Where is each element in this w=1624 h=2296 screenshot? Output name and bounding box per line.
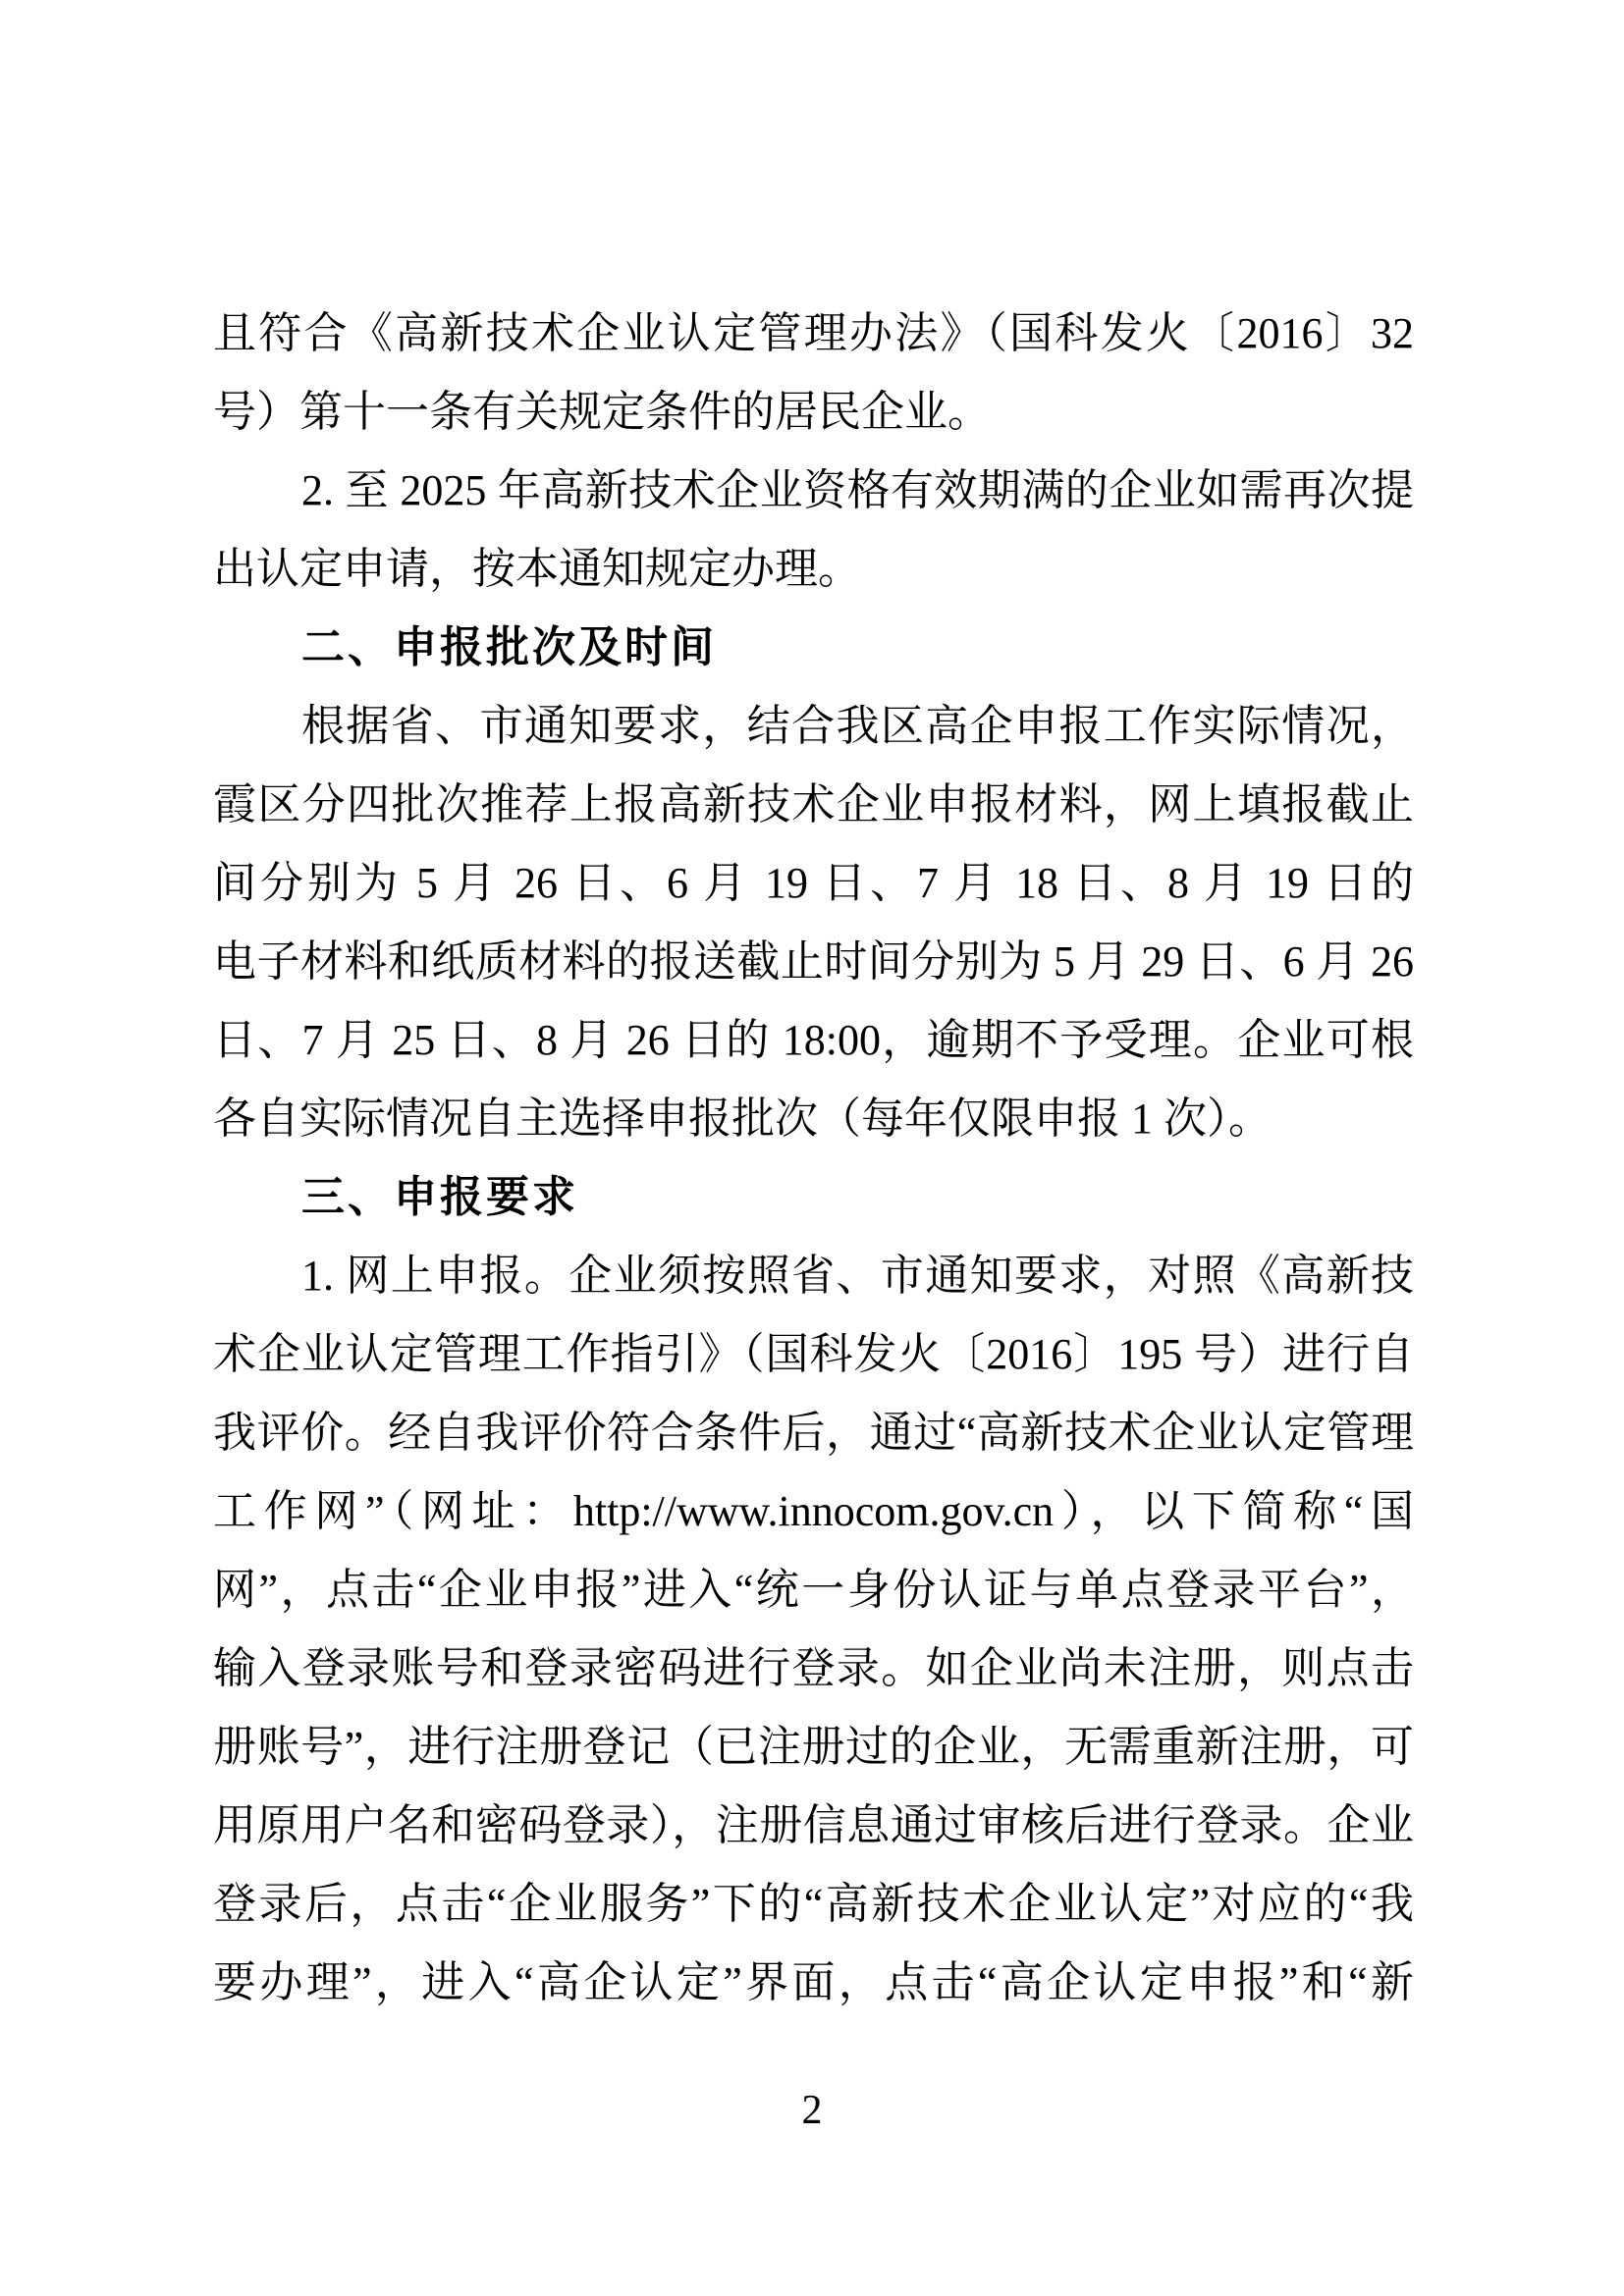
text-line: 输入登录账号和登录密码进行登录。如企业尚未注册，则点击 [213, 1644, 1414, 1692]
text-line: 用原用户名和密码登录），注册信息通过审核后进行登录。企业 [213, 1801, 1414, 1849]
text-line: 登录后，点击“企业服务”下的“高新技术企业认定”对应的“我 [213, 1880, 1414, 1928]
text-line: 日、7 月 25 日、8 月 26 日的 18:00，逾期不予受理。企业可根 [213, 1016, 1414, 1064]
text-line: 我评价。经自我评价符合条件后，通过“高新技术企业认定管理 [213, 1409, 1414, 1457]
text-line: 册账号”，进行注册登记（已注册过的企业，无需重新注册，可 [213, 1723, 1414, 1771]
text-line: 1. 网上申报。企业须按照省、市通知要求，对照《高新技 [301, 1252, 1414, 1300]
text-line: 网”，点击“企业申报”进入“统一身份认证与单点登录平台”， [213, 1566, 1414, 1614]
text-line: 且符合《高新技术企业认定管理办法》（国科发火〔2016〕32 [213, 309, 1414, 357]
text-line: 号）第十一条有关规定条件的居民企业。 [213, 388, 991, 436]
section-heading: 三、申报要求 [301, 1173, 578, 1221]
text-line: 出认定申请，按本通知规定办理。 [213, 545, 861, 593]
text-line: 要办理”，进入“高企认定”界面，点击“高企认定申报”和“新 [213, 1958, 1414, 2006]
document-text-block [213, 294, 1414, 2022]
page-number: 2 [801, 2088, 823, 2133]
text-line: 间分别为 5 月 26 日、6 月 19 日、7 月 18 日、8 月 19 日的 [213, 859, 1414, 907]
text-line: 根据省、市通知要求，结合我区高企申报工作实际情况， [301, 702, 1414, 750]
text-line: 工作网”（网址：http://www.innocom.gov.cn），以下简称“国 [213, 1487, 1414, 1535]
text-line: 术企业认定管理工作指引》（国科发火〔2016〕195 号）进行自 [213, 1330, 1414, 1378]
text-line: 霞区分四批次推荐上报高新技术企业申报材料，网上填报截止 [213, 780, 1414, 828]
text-line: 各自实际情况自主选择申报批次（每年仅限申报 1 次）。 [213, 1095, 1272, 1143]
text-line: 电子材料和纸质材料的报送截止时间分别为 5 月 29 日、6 月 26 [213, 937, 1414, 986]
section-heading: 二、申报批次及时间 [301, 623, 717, 671]
text-line: 2. 至 2025 年高新技术企业资格有效期满的企业如需再次提 [301, 466, 1414, 514]
